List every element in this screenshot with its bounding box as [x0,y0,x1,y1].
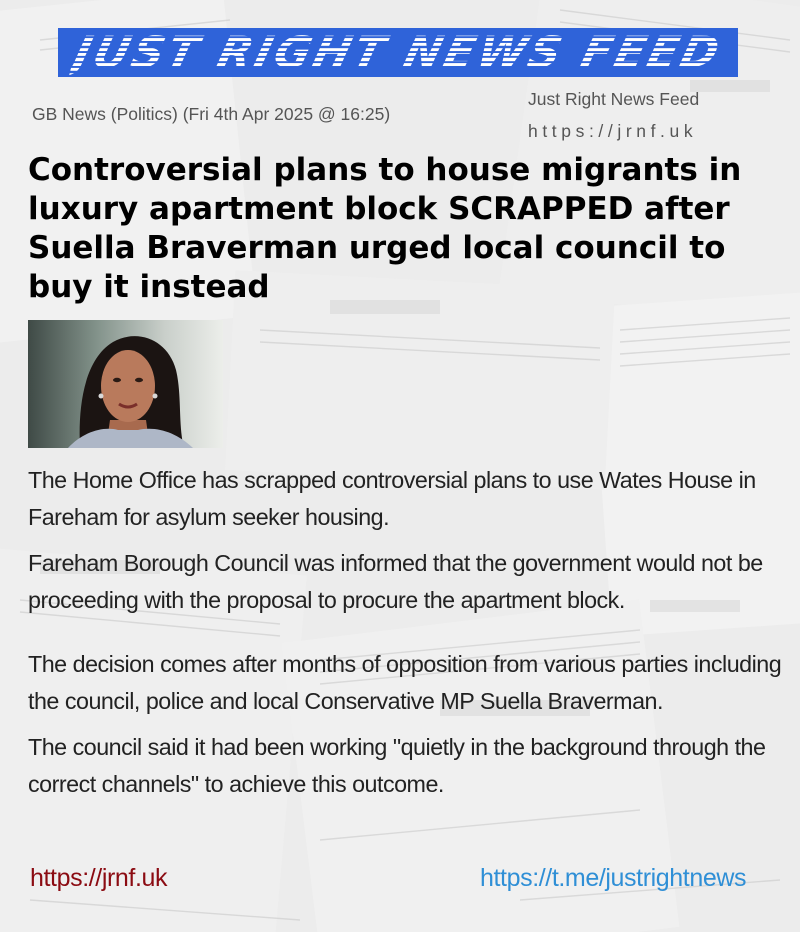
footer-site-link[interactable]: https://jrnf.uk [30,864,168,892]
site-name: Just Right News Feed [528,89,700,109]
article-headline: Controversial plans to house migrants in luxury apartment block SCRAPPED after Suella Braverman urged local council to buy it instead [28,152,742,305]
article-paragraph: Fareham Borough Council was informed that the government would not be proceeding with the proposal to procure the apartment block. [28,550,763,613]
article-paragraph: The council said it had been working "quietly in the background through the correct channels" to achieve this outcome. [28,734,766,797]
portrait-photo-icon [28,320,223,448]
footer-telegram-link[interactable]: https://t.me/justrightnews [480,864,747,892]
article-paragraph: The Home Office has scrapped controversial plans to use Wates House in Fareham for asylum seeker housing. [28,467,756,530]
article-paragraph: The decision comes after months of opposition from various parties including the council, police and local Conservative MP Suella Braverman. [28,651,782,714]
article-photo [28,320,223,448]
article-body [28,462,788,812]
site-banner[interactable] [58,28,738,77]
site-url[interactable]: https://jrnf.uk [528,121,698,141]
source-line: GB News (Politics) (Fri 4th Apr 2025 @ 16:25) [32,104,391,124]
banner-title: JUST RIGHT NEWS FEED [68,28,728,77]
